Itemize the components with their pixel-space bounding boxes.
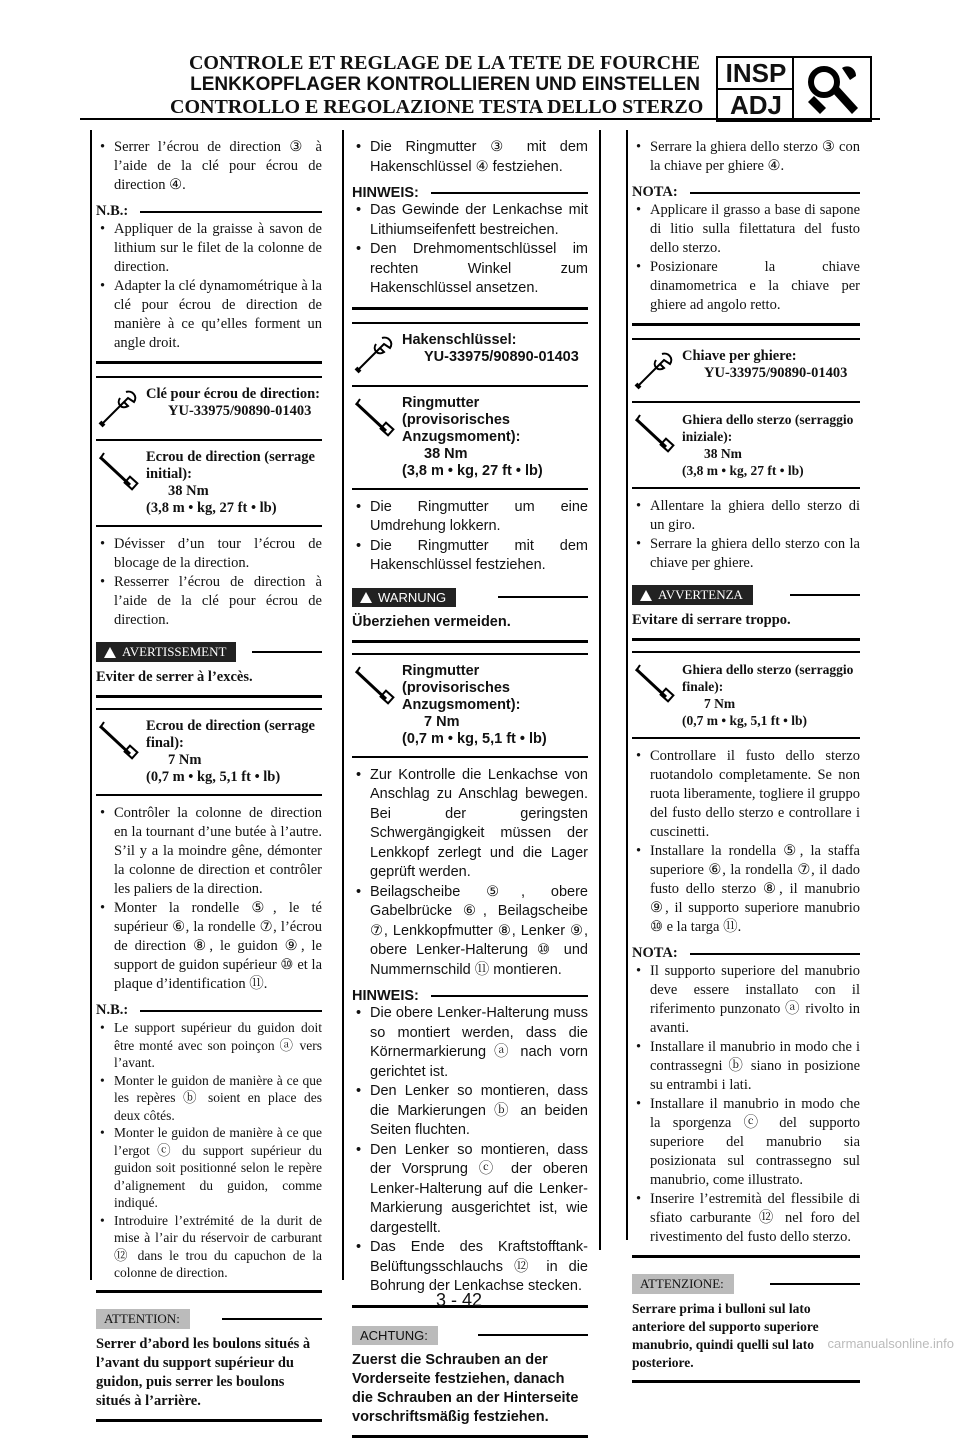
step-text: • Serrare la ghiera dello sterzo ③ con la chiave per ghiere ④. [632,138,860,176]
step-text: • Die Ringmutter um eine Umdrehung lokkern. [352,498,588,537]
torque-wrench-icon [352,395,402,480]
tool-title: Hakenschlüssel: [402,331,517,348]
torque-alt: (0,7 m • kg, 5,1 ft • lb) [146,769,281,785]
attention-heading: ATTENZIONE: [632,1274,860,1294]
attention-text: Serrare prima i bulloni sul lato anteriore del supporto superiore manubrio, quindi quelli sul lato posteriore. [632,1301,819,1370]
column-divider [626,130,628,1240]
warning-icon [360,592,372,603]
torque-spec [632,651,860,733]
page-number: 3 - 42 [436,1290,483,1310]
warning-icon [104,647,116,658]
torque-alt: (0,7 m • kg, 5,1 ft • lb) [682,713,807,728]
note-item: • Das Gewinde der Lenkachse mit Lithiumseifenfett bestreichen. [352,201,588,240]
note-item: • Die obere Lenker-Halterung muss so montiert werden, dass die Körnermarkierung ⓐ nach vorn gerichtet ist. [352,1004,588,1082]
torque-spec [352,385,588,484]
tool-code: YU-33975/90890-01403 [424,348,579,365]
attention-end-rule [352,1435,588,1438]
step-text: • Dévisser d’un tour l’écrou de blocage de la direction. [96,535,322,573]
footer-watermark: carmanualsonline.info [827,1336,954,1351]
wrench-icon [96,386,146,435]
attention-end-rule [632,1380,860,1383]
step-text: • Serrare la ghiera dello sterzo con la chiave per ghiere. [632,535,860,573]
torque-title: Ecrou de direction (serrage final): [146,718,315,751]
note-heading: NOTA: [632,184,860,201]
step-text: • Resserrer l’écrou de direction à l’aide de la clé pour écrou de direction. [96,573,322,630]
note-heading: N.B.: [96,203,322,220]
note-item: • Den Drehmomentschlüssel im rechten Winkel zum Hakenschlüssel ansetzen. [352,240,588,299]
torque-alt: (0,7 m • kg, 5,1 ft • lb) [402,730,547,747]
torque-value: 7 Nm [704,696,736,711]
tool-title: Clé pour écrou de direction: [146,386,320,402]
torque-spec [632,401,860,483]
column-german [352,138,588,1438]
header-rule [80,118,880,120]
step-text: • Controllare il fusto dello sterzo ruotandolo completamente. Se non ruota liberamente, togliere il gruppo del fusto dello sterzo e controllare i cuscinetti. [632,747,860,842]
wrench-icon [632,348,682,397]
note-item: • Monter le guidon de manière à ce que l’ergot ⓒ du support supérieur du guidon soit positionné selon le repère d’alignement du guidon, comme indiqué. [96,1124,322,1212]
tool-code: YU-33975/90890-01403 [168,403,312,419]
note-item: • Den Lenker so montieren, dass die Markierungen ⓑ an beiden Seiten fluchten. [352,1082,588,1141]
step-text: • Die Ringmutter mit dem Hakenschlüssel festziehen. [352,537,588,576]
header-title-de: LENKKOPFLAGER KONTROLLIEREN UND EINSTELLEN [190,74,700,95]
attention-end-rule [96,1419,322,1422]
note-item: • Installare il manubrio in modo che i contrassegni ⓑ siano in posizione su entrambi i lati. [632,1038,860,1095]
note-heading: HINWEIS: [352,988,588,1004]
note-heading: NOTA: [632,945,860,962]
note-item: • Installare il manubrio in modo che la sporgenza ⓒ del supporto superiore del manubrio sia posizionata sul contrassegno sul manubrio, come illustrato. [632,1095,860,1190]
page-header [170,52,704,118]
step-text: • Installare la rondella ⑤, la staffa superiore ⑥, la rondella ⑦, il dado fusto dello sterzo ⑧, il manubrio ⑨, il supporto superiore manubrio ⑩ e la targa ⑪. [632,842,860,937]
badge-insp: INSP [718,58,794,90]
torque-title: Ringmutter (provisorisches Anzugsmoment): [402,394,521,445]
step-text: • Contrôler la colonne de direction en la tournant d’une butée à l’autre. S’il y a la moindre gêne, démonter la colonne de direction et contrôler les paliers de la direction. [96,804,322,899]
column-divider [599,130,601,1250]
warning-heading: AVERTISSEMENT [96,642,322,662]
note-heading: N.B.: [96,1002,322,1019]
torque-value: 7 Nm [168,752,202,768]
torque-value: 38 Nm [424,445,468,462]
warning-text: Überziehen vermeiden. [352,613,511,630]
insp-adj-badge [716,56,796,122]
torque-alt: (3,8 m • kg, 27 ft • lb) [402,462,543,479]
torque-wrench-icon [96,718,146,786]
step-text: • Zur Kontrolle die Lenkachse von Anschlag zu Anschlag bewegen. Bei der geringsten Schwergängigkeit müssen der Lenkkopf zerlegt und die Lager geprüft werden. [352,766,588,883]
column-divider [90,130,92,1280]
badge-adj: ADJ [729,90,782,120]
torque-title: Ghiera dello sterzo (serraggio finale): [682,662,854,694]
note-item: • Posizionare la chiave dinamometrica e la chiave per ghiere ad angolo retto. [632,258,860,315]
note-item: • Monter le guidon de manière à ce que les repères ⓑ soient en place des deux côtés. [96,1072,322,1125]
warning-heading: AVVERTENZA [632,585,860,605]
warning-heading: WARNUNG [352,588,588,607]
note-item: • Inserire l’estremità del flessibile di sfiato carburante ⑫ nel foro del rivestimento del fusto dello sterzo. [632,1190,860,1247]
note-item: • Le support supérieur du guidon doit être monté avec son poinçon ⓐ vers l’avant. [96,1019,322,1072]
note-end-rule [96,1290,322,1293]
attention-text: Zuerst die Schrauben an der Vorderseite festziehen, danach die Schrauben an der Hinterseite vorschriftsmäßig festziehen. [352,1351,579,1425]
torque-value: 38 Nm [168,483,209,499]
torque-spec [96,708,322,790]
note-end-rule [632,1255,860,1258]
column-french [96,138,322,1422]
torque-title: Ecrou de direction (serrage initial): [146,449,315,482]
torque-title: Ghiera dello sterzo (serraggio iniziale): [682,412,854,444]
tool-code: YU-33975/90890-01403 [704,365,848,381]
torque-wrench-icon [96,449,146,517]
warning-icon [640,590,652,601]
note-heading: HINWEIS: [352,185,588,201]
torque-alt: (3,8 m • kg, 27 ft • lb) [682,463,804,478]
step-text: • Allentare la ghiera dello sterzo di un giro. [632,497,860,535]
warning-text: Evitare di serrare troppo. [632,612,791,628]
torque-spec [96,439,322,521]
attention-text: Serrer d’abord les boulons situés à l’avant du support supérieur du guidon, puis serrer les boulons situés à l’arrière. [96,1335,311,1409]
torque-wrench-icon [632,661,682,729]
attention-heading: ATTENTION: [96,1309,322,1329]
note-item: • Adapter la clé dynamométrique à la clé pour écrou de direction de manière à ce qu’elles forment un angle droit. [96,277,322,353]
warning-text: Eviter de serrer à l’excès. [96,669,253,685]
note-item: • Introduire l’extrémité de la durit de mise à l’air du réservoir de carburant ⑫ dans le trou du capuchon de la colonne de direction. [96,1212,322,1282]
note-item: • Appliquer de la graisse à savon de lithium sur le filet de la colonne de direction. [96,220,322,277]
note-item: • Il supporto superiore del manubrio deve essere installato con il riferimento punzonato ⓐ rivolto in avanti. [632,962,860,1038]
header-title-fr: CONTROLE ET REGLAGE DE LA TETE DE FOURCHE [188,52,700,74]
tool-spec [96,376,322,439]
note-item: • Das Ende des Kraftstofftank-Belüftungsschlauchs ⑫ in die Bohrung der Lenkachse stecken. [352,1238,588,1297]
step-text: • Monter la rondelle ⑤, le té supérieur ⑥, la rondelle ⑦, l’écrou de direction ⑧, le guidon ⑨, le support de guidon supérieur ⑩ et la plaque d’identification ⑪. [96,899,322,994]
inspection-tool-icon [792,56,872,122]
wrench-icon [352,332,402,381]
torque-value: 7 Nm [424,713,460,730]
note-item: • Applicare il grasso a base di sapone di litio sulla filettatura del fusto dello sterzo. [632,201,860,258]
step-text: • Die Ringmutter ③ mit dem Hakenschlüssel ④ festziehen. [352,138,588,177]
attention-heading: ACHTUNG: [352,1326,588,1345]
step-text: • Beilagscheibe ⑤, obere Gabelbrücke ⑥, Beilagscheibe ⑦, Lenkkopfmutter ⑧, Lenker ⑨, obere Lenker-Halterung ⑩ und Nummernschild ⑪ montieren. [352,883,588,981]
torque-spec [352,653,588,752]
header-title-it: CONTROLLO E REGOLAZIONE TESTA DELLO STERZO [170,96,704,118]
tool-spec [352,322,588,385]
torque-wrench-icon [352,663,402,748]
column-italian [632,138,860,1383]
tool-title: Chiave per ghiere: [682,348,797,364]
tool-spec [632,338,860,401]
torque-alt: (3,8 m • kg, 27 ft • lb) [146,500,277,516]
torque-title: Ringmutter (provisorisches Anzugsmoment): [402,662,521,713]
torque-wrench-icon [632,411,682,479]
note-item: • Den Lenker so montieren, dass der Vorsprung ⓒ der oberen Lenker-Halterung auf die Lenker-Markierung ausgerichtet ist, wie dargestellt. [352,1141,588,1239]
column-divider [342,130,344,1280]
step-text: • Serrer l’écrou de direction ③ à l’aide de la clé pour écrou de direction ④. [96,138,322,195]
torque-value: 38 Nm [704,446,742,461]
